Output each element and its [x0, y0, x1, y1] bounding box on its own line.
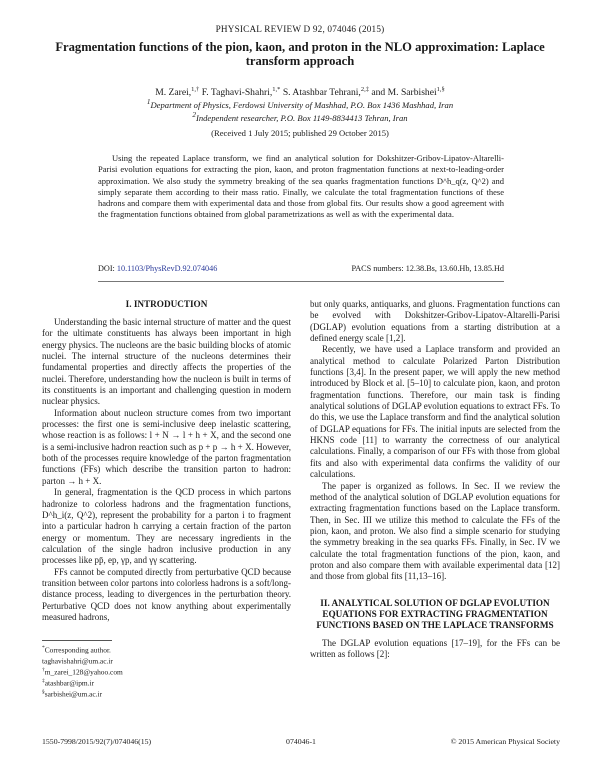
affiliations: [40, 97, 560, 124]
author: S. Atashbar Tehrani,$^{2,\ddagger}$: [282, 86, 369, 99]
paper-title: Fragmentation functions of the pion, kaon, and proton in the NLO approximation: Laplace transform approach: [55, 40, 545, 68]
section-heading: I. INTRODUCTION: [125, 299, 208, 309]
paragraph: FFs cannot be computed directly from perturbative QCD because transition between color partons into colorless hadrons is a soft/long-distance process, leading to divergences in the perturbation theory. Perturbative QCD does not know anything about experimentally measured hadrons,: [42, 566, 291, 622]
footnote: *Corresponding author.: [42, 645, 111, 655]
section-heading: II. ANALYTICAL SOLUTION OF DGLAP EVOLUTION EQUATIONS FOR EXTRACTING FRAGMENTATION FUNCTIONS BASED ON THE LAPLACE TRANSFORMS: [316, 597, 554, 630]
doi-label: DOI:: [98, 264, 115, 273]
paragraph: but only quarks, antiquarks, and gluons. Fragmentation functions can be evolved with Dokshitzer-Gribov-Lipatov-Altarelli-Parisi (DGLAP) evolution equations from a starting distribution at a defined energy scale [1,2].: [310, 299, 560, 344]
footnotes: [42, 640, 291, 699]
paragraph: The DGLAP evolution equations [17–19], for the FFs can be written as follows [2]:: [310, 637, 560, 659]
right-column: [310, 299, 560, 660]
author: and M. Sarbishei$^{1,\S}$: [371, 86, 445, 99]
footnote-rule: [42, 640, 112, 641]
affiliation: $^1$Department of Physics, Ferdowsi University of Mashhad, P.O. Box 1436 Mashhad, Iran: [146, 98, 454, 110]
journal-header: PHYSICAL REVIEW D 92, 074046 (2015): [215, 24, 385, 34]
paragraph: Recently, we have used a Laplace transform and provided an analytical method to calculate Polarized Parton Distribution functions [3,4]. In the present paper, we will apply the new method introduced by Block et al. [5–10] to calculate pion, kaon, and proton fragmentation functions. Therefore, our main task is finding analytical solutions of DGLAP evolution equations to extract FFs. To do this, we use the Laplace transform and find the analytical solution of DGLAP equations for FFs. The initial inputs are selected from the HKNS code [11] to warranty the correctness of our analytical calculations. Finally, a comparison of our FFs with those from global fits and also with experimental data confirms the validity of our calculations.: [310, 344, 560, 480]
footnote: taghavishahri@um.ac.ir: [42, 656, 113, 666]
affiliation: $^2$Independent researcher, P.O. Box 1149-8834413 Tehran, Iran: [192, 111, 408, 124]
abstract: Using the repeated Laplace transform, we find an analytical solution for Dokshitzer-Gribov-Lipatov-Altarelli-Parisi evolution equations for extracting the pion, kaon, and proton fragmentation functions at next-to-leading-order approximation. We also study the symmetry breaking of the sea quarks fragmentation functions D^h_q(z, Q^2) and simply separate them according to their mass ratio. Finally, we calculate the total fragmentation functions of these hadrons and compare them with experimental data and those from global fits. Our results show a good agreement with the fragmentation functions obtained from global parametrizations as well as with the experimental data.: [98, 153, 504, 220]
copyright: © 2015 American Physical Society: [450, 737, 560, 746]
paragraph: Understanding the basic internal structure of matter and the quest for the ultimate constituents has always been important in high energy physics. The nucleons are the basic building blocks of atomic nuclei. The internal structure of the nucleons determines their fundamental properties and directly affects the properties of the nuclei. Therefore, understanding how the nucleon is built in terms of its constituents is an important and challenging question in modern nuclear physics.: [42, 317, 291, 407]
footnote: ‡atashbar@ipm.ir: [42, 677, 95, 688]
pacs-numbers: PACS numbers: 12.38.Bs, 13.60.Hb, 13.85.Hd: [351, 264, 504, 273]
page-number: 074046-1: [286, 737, 316, 746]
author: F. Taghavi-Shahri,$^{1,*}$: [201, 86, 281, 99]
received-dates: (Received 1 July 2015; published 29 October 2015): [211, 128, 389, 138]
doi-link[interactable]: 10.1103/PhysRevD.92.074046: [116, 264, 218, 273]
divider: [98, 281, 504, 282]
footer-issn: 1550-7998/2015/92(7)/074046(15): [42, 737, 152, 746]
author: M. Zarei,$^{1,\dagger}$: [155, 86, 200, 99]
footnote: †m_zarei_128@yahoo.com: [42, 666, 123, 677]
footnote: §sarbishei@um.ac.ir: [42, 688, 103, 699]
paragraph: Information about nucleon structure comes from two important processes: the first one is semi-inclusive deep inelastic scattering, whose reaction is as follows: l + N → l + h + X, and the second one is a semi-inclusive hadron reaction such as p + p → h + X. However, both of the processes require knowledge of the parton fragmentation functions (FFs) which describe the transition parton to hadron: parton → h + X.: [42, 407, 291, 486]
doi-line: [98, 264, 504, 274]
paragraph: In general, fragmentation is the QCD process in which partons hadronize to colorless hadrons and the fragmentation functions, D^h_i(z, Q^2), represent the probability for a parton i to fragment into a particular hadron h carrying a certain fraction of the parton energy or momentum. They are necessary ingredients in the calculation of the single hadron inclusive production in any processes like pp̄, ep, γp, and γγ scattering.: [42, 487, 291, 566]
paragraph: The paper is organized as follows. In Sec. II we review the method of the analytical solution of DGLAP evolution equations for extracting fragmentation functions based on the Laplace transform. Then, in Sec. III we utilize this method to calculate the FFs of the pion, kaon, and proton. We also find a simple scenario for studying the symmetry breaking in the sea quarks FFs. Finally, in Sec. IV we calculate the total fragmentation functions of the pion, kaon, and proton and also compare them with available experimental data [12] and those from global fits [11,13–16].: [310, 480, 560, 582]
left-column: [42, 299, 291, 623]
